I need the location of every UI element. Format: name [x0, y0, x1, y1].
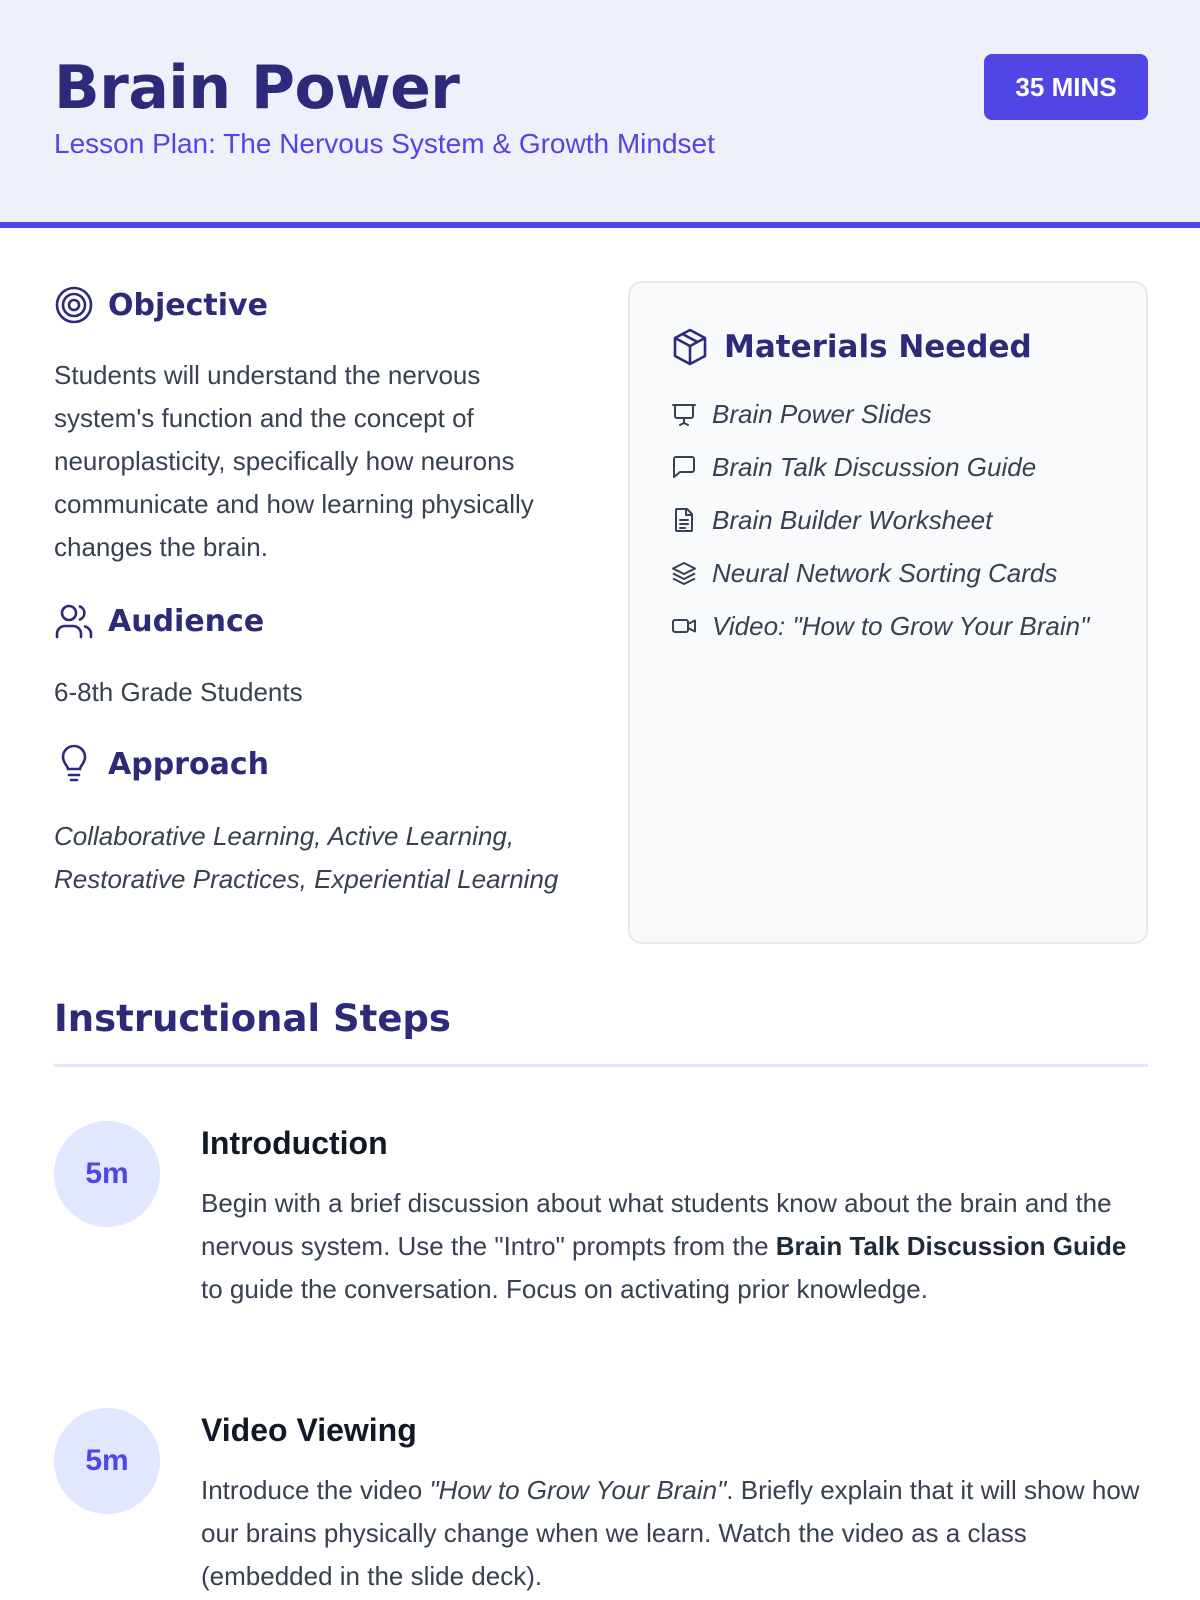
- material-label: Neural Network Sorting Cards: [712, 558, 1058, 588]
- steps-heading: Instructional Steps: [54, 997, 451, 1040]
- presentation-icon: [670, 400, 698, 428]
- objective-text: Students will understand the nervous system's function and the concept of neuroplasticity, specifically how neurons communicate and how learning physically changes the brain.: [54, 360, 534, 562]
- layers-icon: [670, 559, 698, 587]
- lightbulb-icon: [54, 744, 94, 784]
- chat-bubble-icon: [670, 453, 698, 481]
- duration-badge: 35 MINS: [984, 54, 1148, 120]
- approach-label: Approach: [108, 746, 269, 782]
- audience-text: 6-8th Grade Students: [54, 677, 303, 707]
- material-item: [670, 447, 1130, 487]
- material-item: [670, 500, 1130, 540]
- material-label: Video: "How to Grow Your Brain": [712, 611, 1090, 641]
- step-description: [201, 1182, 1151, 1311]
- step-duration-badge: 5m: [54, 1121, 160, 1227]
- step-description: [201, 1469, 1151, 1598]
- material-label: Brain Builder Worksheet: [712, 505, 993, 535]
- material-item: [670, 606, 1130, 646]
- step-title: Introduction: [201, 1125, 388, 1161]
- objective-label: Objective: [108, 287, 268, 323]
- steps-divider: [54, 1064, 1148, 1067]
- approach-heading: [54, 744, 269, 784]
- step-text: Begin with a brief discussion about what students know about the brain and the nervous system. Use the "Intro" prompts from the: [201, 1188, 1112, 1261]
- step-title: Video Viewing: [201, 1412, 417, 1448]
- step-text-italic: "How to Grow Your Brain": [429, 1475, 727, 1505]
- audience-heading: [54, 601, 264, 641]
- objective-heading: [54, 285, 268, 325]
- materials-heading: [670, 327, 1032, 367]
- materials-panel: [628, 281, 1148, 944]
- package-icon: [670, 327, 710, 367]
- step-text: to guide the conversation. Focus on activating prior knowledge.: [201, 1274, 928, 1304]
- lesson-header: [0, 0, 1200, 228]
- step-text-bold: Brain Talk Discussion Guide: [775, 1231, 1127, 1261]
- material-label: Brain Talk Discussion Guide: [712, 452, 1037, 482]
- step-text: . Briefly explain that it will show how our brains physically change when we learn. Watch the video as a class (embedded in the slide deck).: [201, 1475, 1140, 1591]
- audience-label: Audience: [108, 603, 265, 639]
- step-text: Introduce the video: [201, 1475, 430, 1505]
- material-item: [670, 394, 1130, 434]
- page-title: Brain Power: [54, 53, 460, 123]
- step-duration-badge: 5m: [54, 1408, 160, 1514]
- material-label: Brain Power Slides: [712, 399, 932, 429]
- target-icon: [54, 285, 94, 325]
- page-subtitle: Lesson Plan: The Nervous System & Growth Mindset: [54, 128, 715, 159]
- materials-label: Materials Needed: [724, 329, 1032, 365]
- material-item: [670, 553, 1130, 593]
- document-icon: [670, 506, 698, 534]
- users-icon: [54, 601, 94, 641]
- video-icon: [670, 612, 698, 640]
- approach-text: Collaborative Learning, Active Learning, Restorative Practices, Experiential Learning: [54, 821, 559, 894]
